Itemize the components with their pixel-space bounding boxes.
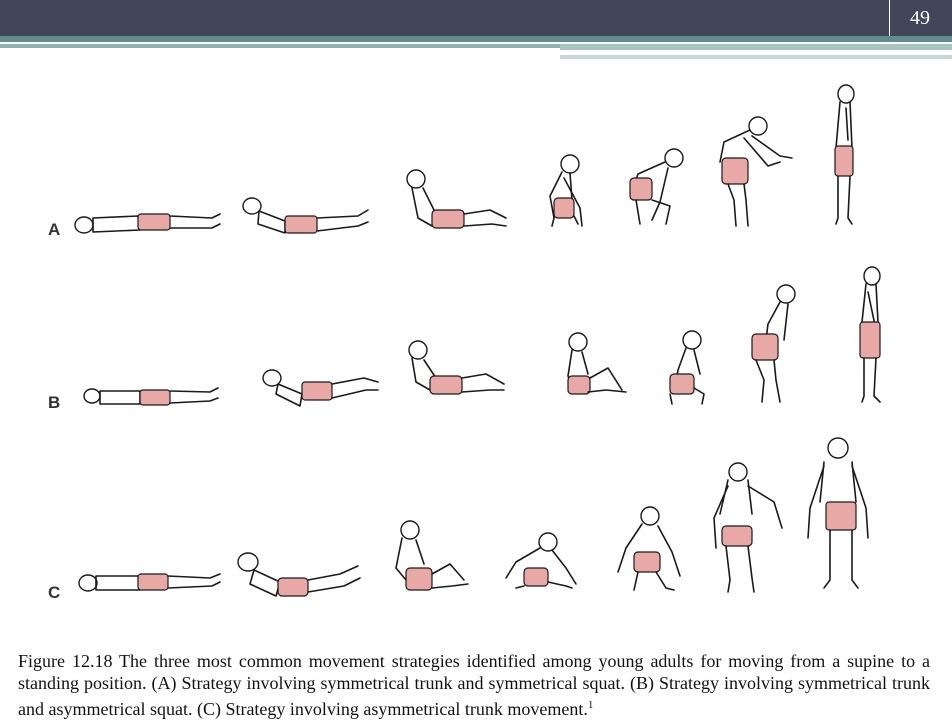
figure-c2-rolling [238, 553, 360, 596]
row-label-b: B [48, 393, 61, 412]
figure-c4-kneel-turn [506, 533, 576, 588]
figure-c3-side-sit [396, 521, 468, 590]
figure-b1-supine [84, 388, 218, 405]
header-stripe-right-lower [560, 55, 952, 59]
row-a-figures [75, 85, 854, 233]
figure-caption [18, 650, 930, 720]
figure-a4-crouch [550, 155, 582, 226]
figure-b5-asym-squat [670, 331, 704, 404]
figure-c5-kneel-rise [618, 507, 680, 590]
caption-text: Figure 12.18 The three most common movement strategies identified among young adults for moving from a supine to a standing position. (A) Strategy involving symmetrical trunk and symmetrical squat. (B) Strategy involving symmetrical trunk and asymmetrical squat. (C) Strategy involving asymmetrical trunk movement. [18, 651, 930, 719]
figure-b7-standing [860, 267, 880, 402]
slide-header-bar [0, 0, 952, 36]
caption-footnote: 1 [587, 699, 594, 711]
movement-strategies-figure [40, 78, 920, 618]
row-c-figures [79, 438, 868, 596]
figure-a1-supine [75, 214, 220, 233]
figure-b3-sit-up [409, 341, 504, 394]
header-divider [889, 0, 890, 36]
figure-a7-standing [835, 85, 854, 224]
slide-number: 49 [910, 7, 930, 29]
figure-a5-squat [630, 149, 683, 224]
header-stripe-left [0, 44, 560, 48]
header-stripe-right [560, 44, 952, 50]
header-stripe [0, 36, 952, 42]
figure-c1-supine [79, 574, 220, 591]
figure-a2-head-lift [243, 198, 368, 233]
figure-c6-rising [714, 463, 782, 592]
figure-a6-rising [720, 117, 792, 226]
figure-c7-standing [808, 438, 868, 588]
figure-b4-sitting [568, 333, 626, 394]
row-label-a: A [48, 220, 61, 239]
figure-b2-head-lift [263, 370, 378, 406]
row-b-figures [84, 267, 880, 406]
row-label-c: C [48, 583, 61, 602]
figure-b6-rising [752, 285, 795, 402]
figure-a3-sit-up [407, 170, 506, 228]
